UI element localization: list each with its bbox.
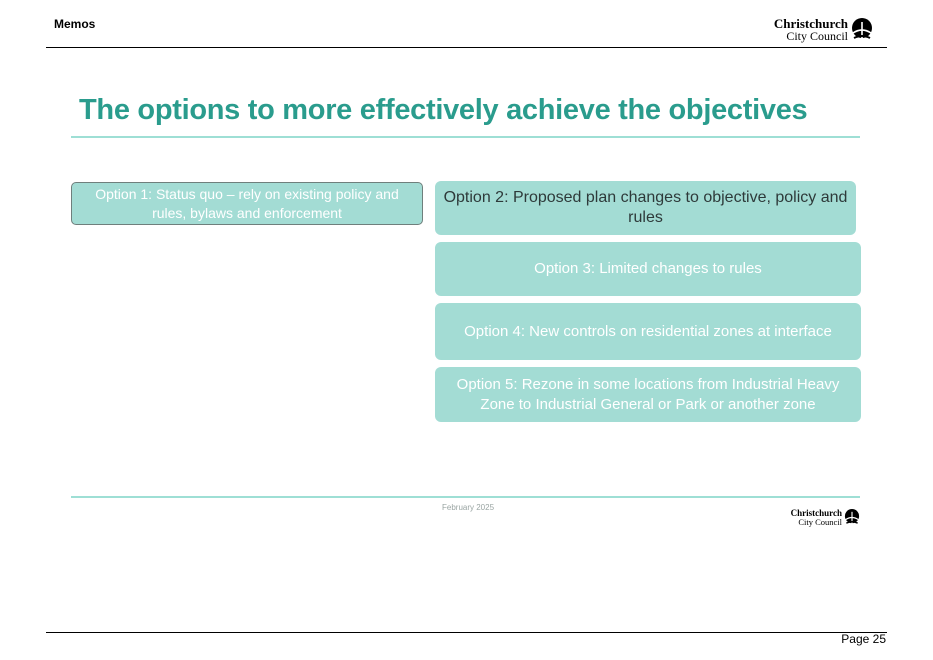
slide-title: The options to more effectively achieve the objectives (79, 94, 808, 126)
page-bottom-rule (46, 632, 887, 633)
option-5-box: Option 5: Rezone in some locations from Industrial Heavy Zone to Industrial General or Park or another zone (435, 367, 861, 422)
footer-logo-line-2: City Council (798, 517, 842, 527)
option-4-box: Option 4: New controls on residential zones at interface (435, 303, 861, 360)
footer-date: February 2025 (442, 503, 495, 512)
council-logo (774, 17, 873, 42)
section-label: Memos (54, 17, 96, 31)
footer-tree-icon (844, 509, 860, 526)
footer-line (71, 496, 860, 498)
footer-logo-line-1: Christchurch (790, 508, 842, 518)
tree-icon (851, 18, 873, 42)
footer-logo (791, 509, 860, 527)
title-underline (71, 136, 860, 138)
option-1-box: Option 1: Status quo – rely on existing policy and rules, bylaws and enforcement (71, 182, 423, 225)
option-2-box: Option 2: Proposed plan changes to objective, policy and rules (435, 181, 856, 235)
logo-line-1: Christchurch (773, 16, 848, 31)
header-rule (46, 47, 887, 48)
page-number: Page 25 (841, 632, 886, 646)
option-3-box: Option 3: Limited changes to rules (435, 242, 861, 296)
logo-line-2: City Council (786, 29, 848, 43)
